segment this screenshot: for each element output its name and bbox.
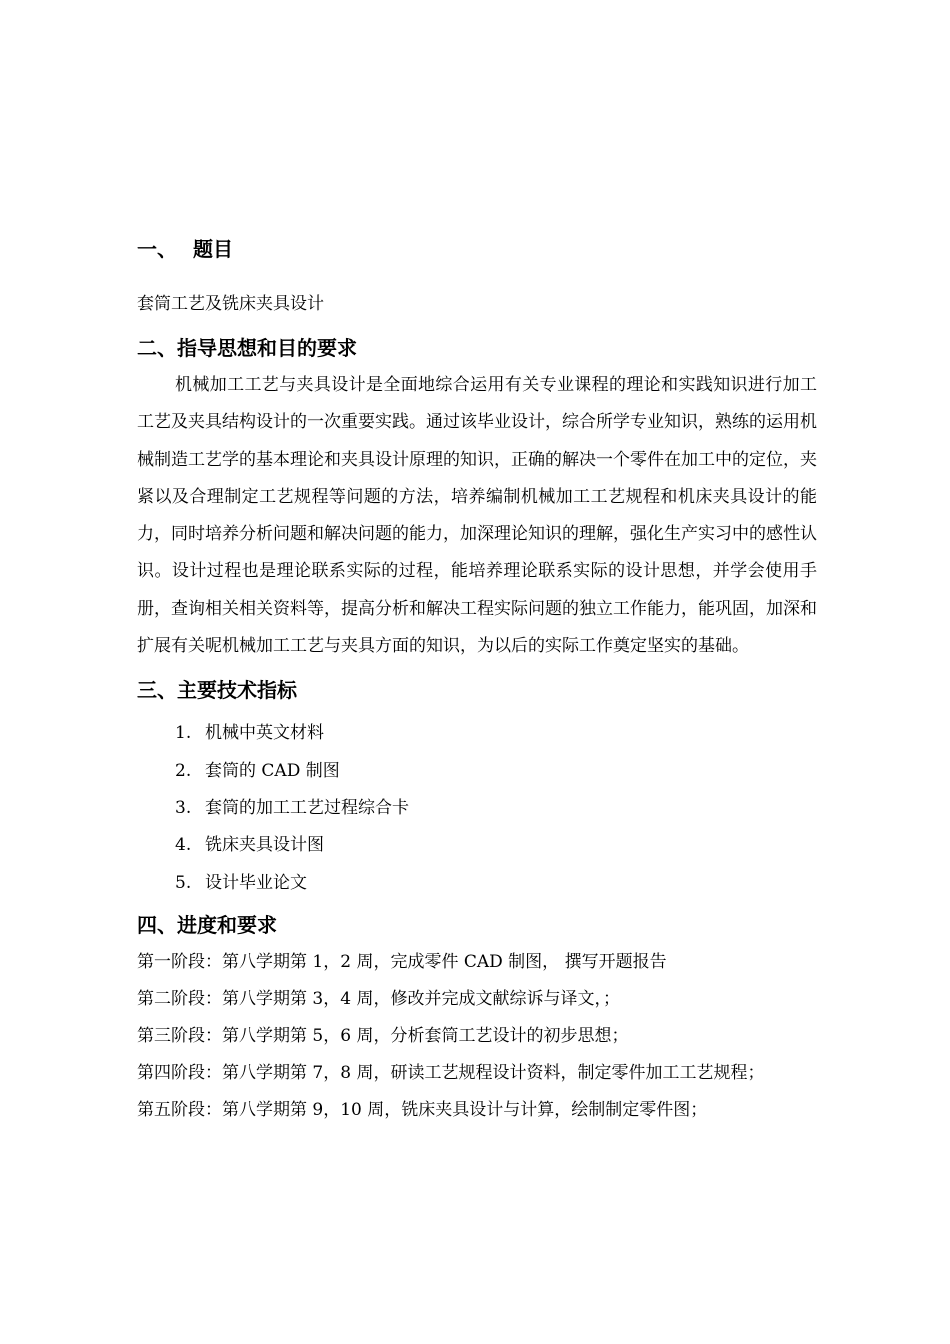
section-heading-topic bbox=[137, 230, 817, 268]
list-item-number: 3. bbox=[175, 797, 192, 818]
list-item-number: 4. bbox=[175, 835, 192, 856]
list-item bbox=[137, 753, 817, 790]
list-item-number: 5. bbox=[175, 872, 192, 893]
section-heading-tech-indicators: 三、主要技术指标 bbox=[137, 678, 297, 703]
section-heading-guidance: 二、指导思想和目的要求 bbox=[137, 336, 357, 360]
schedule-stage-3: 第三阶段：第八学期第 5，6 周，分析套筒工艺设计的初步思想； bbox=[137, 1025, 629, 1046]
tech-indicator-list bbox=[137, 715, 817, 901]
list-item bbox=[137, 865, 817, 902]
list-item bbox=[137, 790, 817, 827]
schedule-stage-1: 第一阶段：第八学期第 1，2 周，完成零件 CAD 制图， 撰写开题报告 bbox=[137, 951, 667, 972]
schedule-stage-5: 第五阶段：第八学期第 9，10 周，铣床夹具设计与计算，绘制制定零件图； bbox=[137, 1099, 708, 1120]
guidance-paragraph: 机械加工工艺与夹具设计是全面地综合运用有关专业课程的理论和实践知识进行加工工艺及夹具结构设计的一次重要实践。通过该毕业设计，综合所学专业知识，熟练的运用机械制造工艺学的基本理论和夹具设计原理的知识，正确的解决一个零件在加工中的定位，夹紧以及合理制定工艺规程等问题的方法，培养编制机械加工工艺规程和机床夹具设计的能力，同时培养分析问题和解决问题的能力，加深理论知识的理解，强化生产实习中的感性认识。设计过程也是理论联系实际的过程，能培养理论联系实际的设计思想，并学会使用手册，查询相关相关资料等，提高分析和解决工程实际问题的独立工作能力，能巩固，加深和扩展有关呢机械加工工艺与夹具方面的知识，为以后的实际工作奠定坚实的基础。 bbox=[137, 375, 817, 657]
list-item-number: 2. bbox=[175, 760, 192, 781]
list-item-text: 套筒的 CAD 制图 bbox=[205, 760, 340, 781]
list-item-text: 机械中英文材料 bbox=[205, 723, 324, 744]
list-item-text: 铣床夹具设计图 bbox=[205, 835, 324, 856]
document-content bbox=[137, 230, 817, 1129]
list-item-number: 1. bbox=[175, 723, 192, 744]
topic-text: 套筒工艺及铣床夹具设计 bbox=[137, 294, 324, 314]
list-item-text: 套筒的加工工艺过程综合卡 bbox=[205, 797, 409, 818]
list-item bbox=[137, 827, 817, 864]
schedule-stage-2: 第二阶段：第八学期第 3，4 周，修改并完成文献综诉与译文，； bbox=[137, 988, 620, 1009]
list-item bbox=[137, 715, 817, 752]
schedule-stage-4: 第四阶段：第八学期第 7，8 周，研读工艺规程设计资料，制定零件加工工艺规程； bbox=[137, 1062, 765, 1083]
section-heading-schedule: 四、进度和要求 bbox=[137, 912, 277, 937]
list-item-text: 设计毕业论文 bbox=[205, 872, 307, 893]
section-title: 题目 bbox=[193, 237, 233, 261]
section-number: 一、 bbox=[137, 237, 177, 261]
